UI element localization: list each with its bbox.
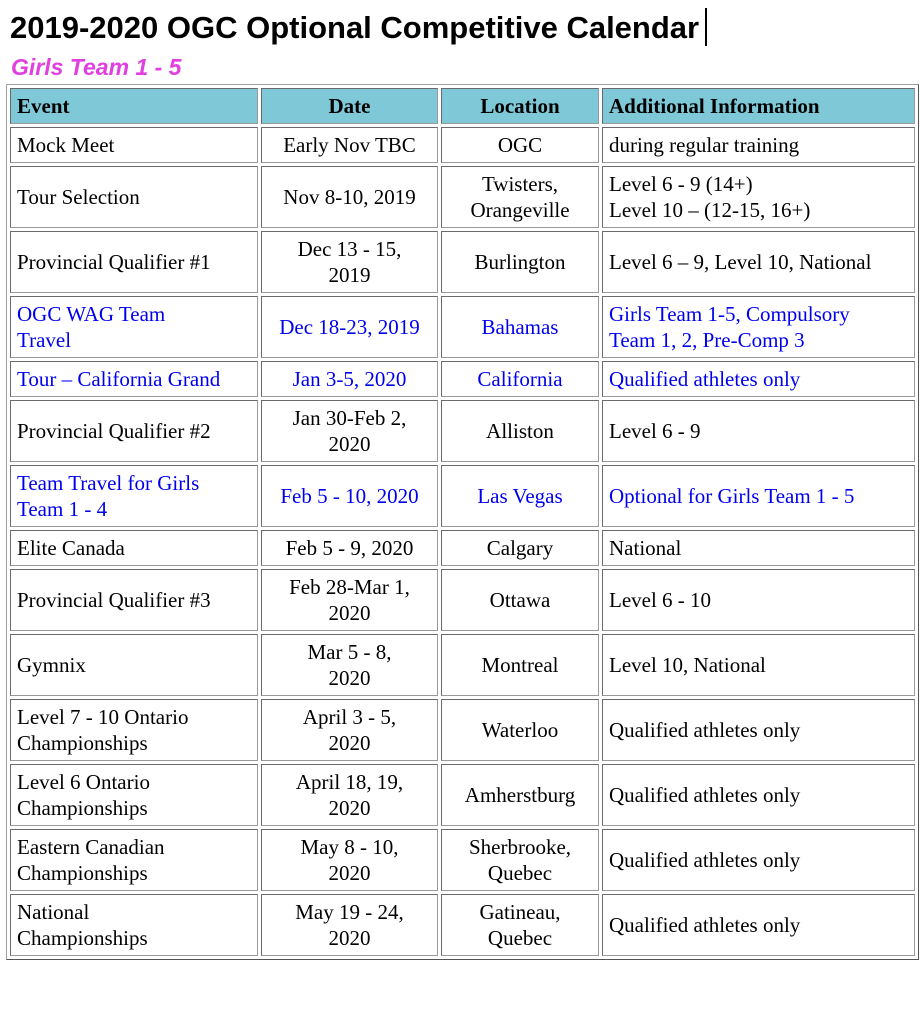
event-cell xyxy=(10,894,258,956)
additional-information-cell xyxy=(602,231,915,293)
additional-information-cell xyxy=(602,530,915,566)
location-cell-line: Quebec xyxy=(487,861,553,885)
date-cell-line: Dec 13 - 15, xyxy=(297,237,402,261)
additional-information-cell xyxy=(602,764,915,826)
date-cell-line: Dec 18-23, 2019 xyxy=(279,315,420,339)
additional-information-cell xyxy=(602,400,915,462)
date-cell-line: Feb 5 - 9, 2020 xyxy=(285,536,414,560)
additional-information-cell xyxy=(602,829,915,891)
location-cell xyxy=(441,465,599,527)
event-cell xyxy=(10,764,258,826)
event-cell xyxy=(10,166,258,228)
date-cell-line: 2020 xyxy=(328,796,371,820)
additional-information-cell-line: Optional for Girls Team 1 - 5 xyxy=(609,484,855,508)
location-cell-line: Calgary xyxy=(486,536,554,560)
location-cell-line: Twisters, xyxy=(481,172,559,196)
location-cell xyxy=(441,764,599,826)
location-cell-line: Alliston xyxy=(486,419,554,443)
location-cell-line: California xyxy=(477,367,563,391)
event-cell-line: Championships xyxy=(17,861,148,885)
date-cell-line: 2020 xyxy=(328,926,371,950)
date-cell-line: 2020 xyxy=(328,666,371,690)
event-cell-line: Championships xyxy=(17,796,148,820)
event-cell-line: Championships xyxy=(17,926,148,950)
additional-information-cell xyxy=(602,699,915,761)
event-cell-line: Gymnix xyxy=(17,653,86,677)
table-header xyxy=(10,88,915,124)
table-row xyxy=(10,569,915,631)
competition-calendar-table xyxy=(6,84,919,960)
location-cell-line: Ottawa xyxy=(489,588,551,612)
additional-information-cell-line: Qualified athletes only xyxy=(609,913,801,937)
date-cell-line: 2020 xyxy=(328,601,371,625)
event-cell-line: Level 7 - 10 Ontario xyxy=(17,705,189,729)
date-cell-line: Feb 28-Mar 1, xyxy=(289,575,410,599)
table-row xyxy=(10,764,915,826)
date-cell-line: 2020 xyxy=(328,861,371,885)
date-cell xyxy=(261,400,438,462)
location-cell-line: Waterloo xyxy=(481,718,559,742)
event-cell-line: Travel xyxy=(17,328,72,352)
column-header-date: Date xyxy=(261,88,438,124)
date-cell xyxy=(261,530,438,566)
date-cell xyxy=(261,465,438,527)
additional-information-cell-line: Level 6 - 10 xyxy=(609,588,712,612)
location-cell xyxy=(441,894,599,956)
additional-information-cell-line: National xyxy=(609,536,682,560)
additional-information-cell-line: during regular training xyxy=(609,133,800,157)
event-cell xyxy=(10,231,258,293)
location-cell xyxy=(441,530,599,566)
location-cell xyxy=(441,699,599,761)
table-row xyxy=(10,296,915,358)
location-cell-line: Quebec xyxy=(487,926,553,950)
location-cell xyxy=(441,361,599,397)
event-cell-line: Team 1 - 4 xyxy=(17,497,108,521)
table-header-row xyxy=(10,88,915,124)
table-body xyxy=(10,127,915,956)
text-cursor xyxy=(705,8,707,46)
location-cell xyxy=(441,127,599,163)
event-cell-line: Eastern Canadian xyxy=(17,835,165,859)
date-cell-line: Nov 8-10, 2019 xyxy=(283,185,416,209)
additional-information-cell xyxy=(602,465,915,527)
event-cell xyxy=(10,530,258,566)
event-cell-line: Elite Canada xyxy=(17,536,125,560)
additional-information-cell-line: Level 6 - 9 (14+) xyxy=(609,172,753,196)
event-cell-line: National xyxy=(17,900,90,924)
location-cell xyxy=(441,569,599,631)
table-row xyxy=(10,465,915,527)
location-cell-line: Amherstburg xyxy=(464,783,576,807)
location-cell-line: Gatineau, xyxy=(479,900,561,924)
location-cell xyxy=(441,296,599,358)
additional-information-cell-line: Level 10, National xyxy=(609,653,766,677)
additional-information-cell-line: Qualified athletes only xyxy=(609,367,801,391)
date-cell-line: Jan 30-Feb 2, xyxy=(292,406,407,430)
date-cell xyxy=(261,764,438,826)
date-cell-line: April 18, 19, xyxy=(295,770,404,794)
event-cell xyxy=(10,634,258,696)
date-cell xyxy=(261,166,438,228)
table-row xyxy=(10,634,915,696)
location-cell xyxy=(441,829,599,891)
additional-information-cell xyxy=(602,894,915,956)
event-cell xyxy=(10,400,258,462)
date-cell-line: April 3 - 5, xyxy=(302,705,397,729)
date-cell xyxy=(261,569,438,631)
event-cell-line: Team Travel for Girls xyxy=(17,471,200,495)
table-row xyxy=(10,699,915,761)
event-cell-line: Mock Meet xyxy=(17,133,115,157)
date-cell xyxy=(261,296,438,358)
event-cell-line: Provincial Qualifier #3 xyxy=(17,588,211,612)
event-cell-line: OGC WAG Team xyxy=(17,302,166,326)
date-cell xyxy=(261,361,438,397)
event-cell xyxy=(10,296,258,358)
event-cell xyxy=(10,569,258,631)
table-row xyxy=(10,530,915,566)
additional-information-cell-line: Qualified athletes only xyxy=(609,848,801,872)
additional-information-cell xyxy=(602,296,915,358)
location-cell-line: Sherbrooke, xyxy=(468,835,572,859)
event-cell xyxy=(10,829,258,891)
date-cell-line: Feb 5 - 10, 2020 xyxy=(280,484,419,508)
event-cell xyxy=(10,127,258,163)
date-cell xyxy=(261,894,438,956)
column-header-location: Location xyxy=(441,88,599,124)
location-cell-line: Orangeville xyxy=(470,198,570,222)
date-cell-line: May 19 - 24, xyxy=(295,900,404,924)
page-subtitle: Girls Team 1 - 5 xyxy=(11,54,182,80)
date-cell xyxy=(261,231,438,293)
date-cell xyxy=(261,127,438,163)
date-cell-line: Jan 3-5, 2020 xyxy=(292,367,407,391)
event-cell-line: Provincial Qualifier #2 xyxy=(17,419,211,443)
additional-information-cell-line: Level 10 – (12-15, 16+) xyxy=(609,198,811,222)
page-title xyxy=(10,6,707,50)
additional-information-cell xyxy=(602,166,915,228)
additional-information-cell-line: Level 6 - 9 xyxy=(609,419,701,443)
additional-information-cell xyxy=(602,127,915,163)
event-cell xyxy=(10,699,258,761)
event-cell-line: Championships xyxy=(17,731,148,755)
table-row xyxy=(10,361,915,397)
additional-information-cell-line: Qualified athletes only xyxy=(609,718,801,742)
additional-information-cell xyxy=(602,634,915,696)
location-cell-line: Burlington xyxy=(474,250,566,274)
event-cell-line: Level 6 Ontario xyxy=(17,770,150,794)
table-row xyxy=(10,127,915,163)
additional-information-cell xyxy=(602,569,915,631)
additional-information-cell-line: Team 1, 2, Pre-Comp 3 xyxy=(609,328,805,352)
page-title-text: 2019-2020 OGC Optional Competitive Calendar xyxy=(10,10,700,45)
date-cell-line: Mar 5 - 8, xyxy=(307,640,392,664)
date-cell-line: 2020 xyxy=(328,731,371,755)
column-header-additional-information: Additional Information xyxy=(602,88,915,124)
date-cell-line: Early Nov TBC xyxy=(283,133,416,157)
location-cell xyxy=(441,231,599,293)
additional-information-cell-line: Qualified athletes only xyxy=(609,783,801,807)
table-row xyxy=(10,829,915,891)
additional-information-cell-line: Level 6 – 9, Level 10, National xyxy=(609,250,872,274)
table-row xyxy=(10,894,915,956)
additional-information-cell xyxy=(602,361,915,397)
table-row xyxy=(10,231,915,293)
location-cell xyxy=(441,400,599,462)
event-cell-line: Tour Selection xyxy=(17,185,140,209)
event-cell xyxy=(10,465,258,527)
table-row xyxy=(10,166,915,228)
table-row xyxy=(10,400,915,462)
location-cell-line: OGC xyxy=(497,133,543,157)
location-cell xyxy=(441,166,599,228)
date-cell xyxy=(261,829,438,891)
location-cell-line: Las Vegas xyxy=(477,484,563,508)
date-cell xyxy=(261,634,438,696)
event-cell-line: Tour – California Grand xyxy=(17,367,221,391)
event-cell xyxy=(10,361,258,397)
location-cell xyxy=(441,634,599,696)
date-cell-line: 2020 xyxy=(328,432,371,456)
location-cell-line: Montreal xyxy=(481,653,559,677)
column-header-event: Event xyxy=(10,88,258,124)
location-cell-line: Bahamas xyxy=(481,315,559,339)
date-cell-line: May 8 - 10, xyxy=(300,835,399,859)
additional-information-cell-line: Girls Team 1-5, Compulsory xyxy=(609,302,850,326)
date-cell-line: 2019 xyxy=(328,263,371,287)
event-cell-line: Provincial Qualifier #1 xyxy=(17,250,211,274)
date-cell xyxy=(261,699,438,761)
